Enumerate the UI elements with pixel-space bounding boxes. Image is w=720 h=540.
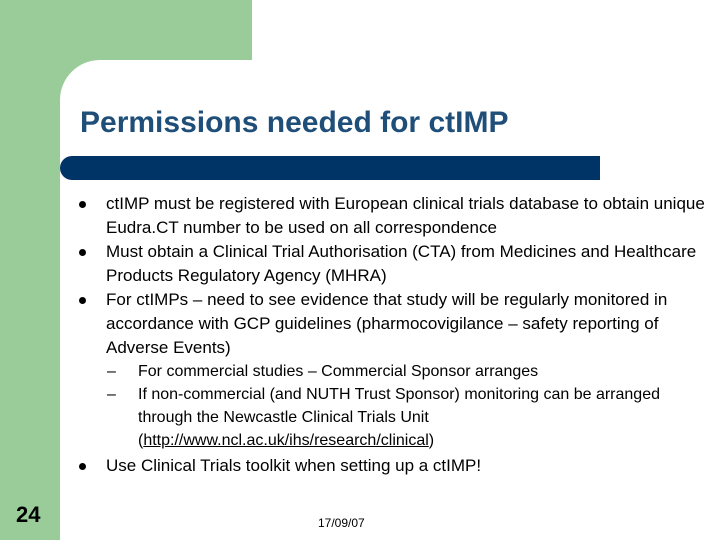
bullet-text: ctIMP must be registered with European clinical trials database to obtain unique Eudra.CT number to be used on all correspondence: [106, 194, 705, 237]
dash-icon: –: [107, 363, 116, 380]
sub-bullet-item: [79, 360, 709, 383]
dash-icon: –: [107, 386, 116, 403]
bullet-item: [79, 288, 709, 360]
bullet-text: Must obtain a Clinical Trial Authorisation (CTA) from Medicines and Healthcare Products Regulatory Agency (MHRA): [106, 242, 697, 285]
bullet-item: [79, 192, 709, 240]
slide-title: Permissions needed for ctIMP: [80, 106, 509, 139]
sub-bullet-text: For commercial studies – Commercial Sponsor arranges: [138, 363, 539, 380]
sub-bullet-text-end: ): [428, 432, 435, 449]
bullet-dot-icon: [79, 249, 86, 256]
bullet-dot-icon: [79, 201, 86, 208]
bullet-dot-icon: [79, 463, 86, 470]
bullet-list: [79, 192, 709, 478]
bullet-item: [79, 454, 709, 478]
title-underline-bar: [60, 156, 600, 180]
sub-bullet-item: [79, 383, 709, 452]
bullet-text: Use Clinical Trials toolkit when setting up a ctIMP!: [106, 456, 482, 475]
bullet-item: [79, 240, 709, 288]
bullet-text: For ctIMPs – need to see evidence that study will be regularly monitored in accordance with GCP guidelines (pharmocovigilance – safety reporting of Adverse Events): [106, 290, 668, 357]
clinical-trials-unit-link[interactable]: http://www.ncl.ac.uk/ihs/research/clinical: [143, 432, 429, 449]
slide-date: 17/09/07: [318, 516, 365, 530]
sub-bullet-text: If non-commercial (and NUTH Trust Sponsor) monitoring can be arranged through the Newcastle Clinical Trials Unit (: [138, 386, 660, 449]
slide-number: 24: [16, 502, 41, 527]
bullet-dot-icon: [79, 297, 86, 304]
